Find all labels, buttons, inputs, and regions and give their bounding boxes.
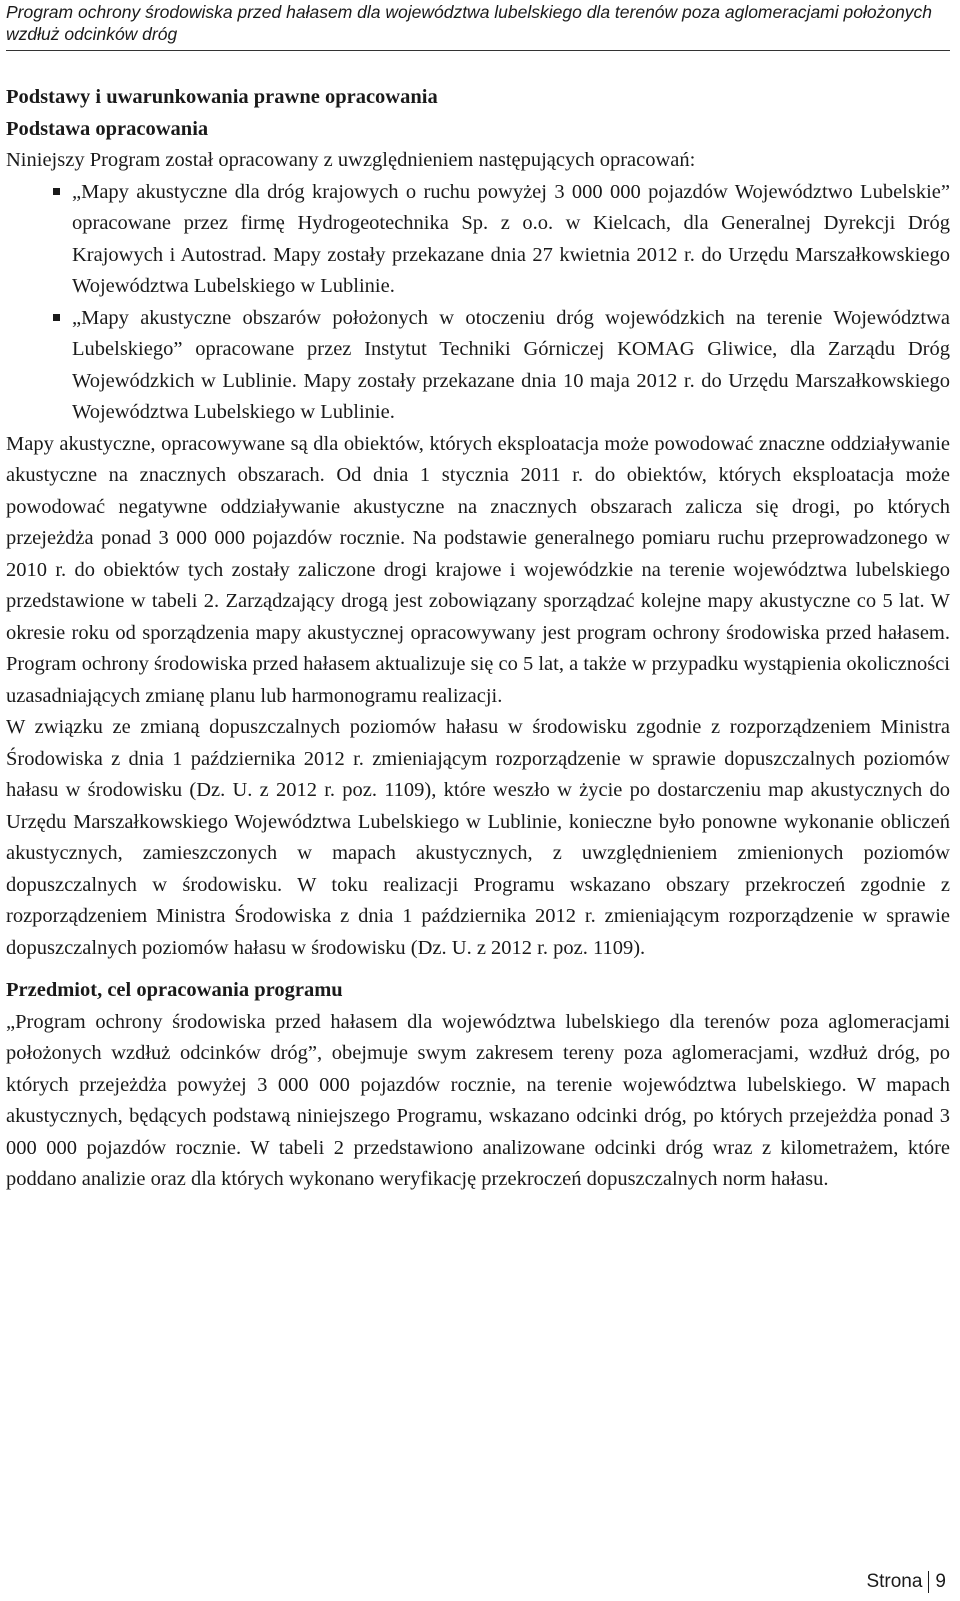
list-item bbox=[6, 177, 950, 303]
running-header: Program ochrony środowiska przed hałasem dla województwa lubelskiego dla terenów poza aglomeracjami położonych wzdłuż odcinków dróg bbox=[6, 2, 933, 44]
page-footer bbox=[866, 1570, 946, 1594]
square-bullet-icon bbox=[53, 314, 60, 321]
subsection-heading: Podstawa opracowania bbox=[6, 117, 209, 140]
document-body bbox=[6, 82, 950, 1196]
section-heading: Przedmiot, cel opracowania programu bbox=[6, 979, 343, 1001]
body-paragraph: Mapy akustyczne, opracowywane są dla obiektów, których eksploatacja może powodować znaczne oddziaływanie akustyczne na znacznych obszarach. Od dnia 1 stycznia 2011 r. do obiektów, których eksploatacja może powodować negatywne oddziaływanie akustyczne na znacznych obszarach zalicza się drogi, po których przejeżdża ponad 3 000 000 pojazdów rocznie. Na podstawie generalnego pomiaru ruchu przeprowadzonego w 2010 r. do obiektów tych zostały zaliczone drogi krajowe i wojewódzkie na terenie województwa lubelskiego przedstawione w tabeli 2. Zarządzający drogą jest zobowiązany sporządzać kolejne mapy akustyczne co 5 lat. W okresie roku od sporządzenia mapy akustycznej opracowywany jest program ochrony środowiska przed hałasem. Program ochrony środowiska przed hałasem aktualizuje się co 5 lat, a także w przypadku wystąpienia okoliczności uzasadniających zmianę planu lub harmonogramu realizacji. bbox=[6, 432, 950, 707]
section-heading: Podstawy i uwarunkowania prawne opracowania bbox=[6, 86, 438, 108]
list-item-text: „Mapy akustyczne dla dróg krajowych o ruchu powyżej 3 000 000 pojazdów Województwo Lubelskie” opracowane przez firmę Hydrogeotechnika Sp. z o.o. w Kielcach, dla Generalnej Dyrekcji Dróg Krajowych i Autostrad. Mapy zostały przekazane dnia 27 kwietnia 2012 r. do Urzędu Marszałkowskiego Województwa Lubelskiego w Lublinie. bbox=[72, 180, 950, 297]
list-item-text: „Mapy akustyczne obszarów położonych w otoczeniu dróg wojewódzkich na terenie Województwa Lubelskiego” opracowane przez Instytut Techniki Górniczej KOMAG Gliwice, dla Zarządu Dróg Wojewódzkich w Lublinie. Mapy zostały przekazane dnia 10 maja 2012 r. do Urzędu Marszałkowskiego Województwa Lubelskiego w Lublinie. bbox=[72, 306, 950, 423]
list-item bbox=[6, 303, 950, 429]
square-bullet-icon bbox=[53, 188, 60, 195]
page-label: Strona bbox=[866, 1571, 923, 1592]
footer-divider bbox=[928, 1571, 929, 1593]
intro-paragraph: Niniejszy Program został opracowany z uwzględnieniem następujących opracowań: bbox=[6, 149, 696, 171]
body-paragraph: W związku ze zmianą dopuszczalnych poziomów hałasu w środowisku zgodnie z rozporządzeniem Ministra Środowiska z dnia 1 października 2012 r. zmieniającym rozporządzenie w sprawie dopuszczalnych poziomów hałasu w środowisku (Dz. U. z 2012 r. poz. 1109), które weszło w życie po dostarczeniu map akustycznych do Urzędu Marszałkowskiego Województwa Lubelskiego w Lublinie, konieczne było ponowne wykonanie obliczeń akustycznych, zamieszczonych w mapach akustycznych, z uwzględnieniem zmienionych poziomów dopuszczalnych w środowisku. W toku realizacji Programu wskazano obszary przekroczeń zgodnie z rozporządzeniem Ministra Środowiska z dnia 1 października 2012 r. zmieniającym rozporządzenie w sprawie dopuszczalnych poziomów hałasu w środowisku (Dz. U. z 2012 r. poz. 1109). bbox=[6, 716, 950, 959]
body-paragraph: „Program ochrony środowiska przed hałasem dla województwa lubelskiego dla terenów poza aglomeracjami położonych wzdłuż odcinków dróg”, obejmuje swym zakresem tereny poza aglomeracjami, wzdłuż dróg, po których przejeżdża powyżej 3 000 000 pojazdów rocznie, na terenie województwa lubelskiego. W mapach akustycznych, będących podstawą niniejszego Programu, wskazano odcinki dróg, po których przejeżdża ponad 3 000 000 pojazdów rocznie. W tabeli 2 przedstawiono analizowane odcinki dróg wraz z kilometrażem, które poddano analizie oraz dla których wykonano weryfikację przekroczeń dopuszczalnych norm hałasu. bbox=[6, 1010, 950, 1190]
source-list bbox=[6, 177, 950, 429]
header-divider bbox=[6, 50, 950, 51]
page-number: 9 bbox=[935, 1571, 946, 1592]
